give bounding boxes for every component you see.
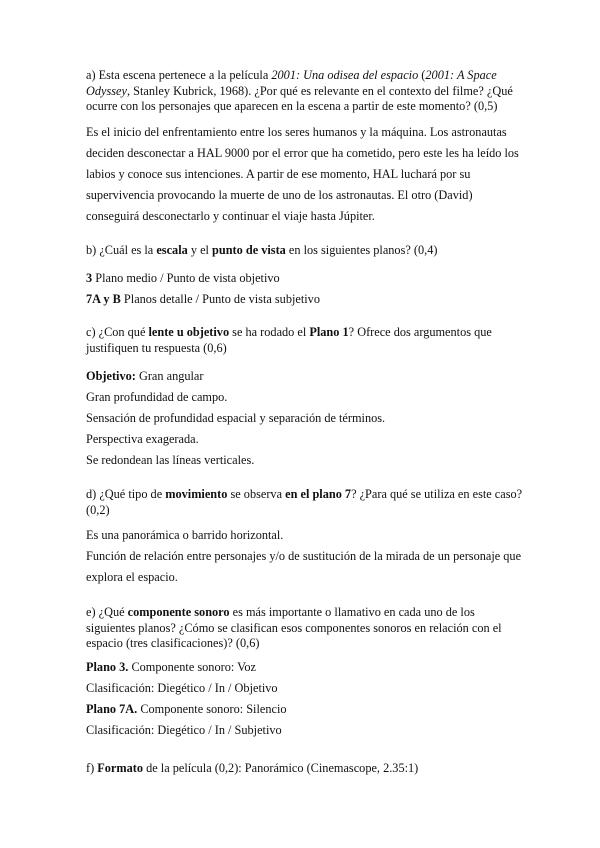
question-b [86,243,526,259]
answer-c-line: Gran profundidad de campo. [86,390,228,404]
question-b-keyword: punto de vista [212,243,286,257]
answer-b [86,268,526,310]
answer-c-line: Perspectiva exagerada. [86,432,199,446]
question-f-text: de la película (0,2): Panorámico (Cinemascope, 2.35:1) [143,761,419,775]
question-d [86,487,526,518]
question-c-keyword: lente u objetivo [148,325,230,339]
plane-label: Plano 7A. [86,702,138,716]
answer-d-line: Es una panorámica o barrido horizontal. [86,528,284,542]
question-e-keyword: componente sonoro [127,605,230,619]
question-c-keyword: Plano 1 [309,325,349,339]
answer-e [86,657,526,741]
answer-d [86,525,546,588]
question-d-keyword: movimiento [165,487,228,501]
question-f-text: f) [86,761,98,775]
lens-label: Objetivo: [86,369,136,383]
question-b-text: y el [187,243,213,257]
question-d-text: se observa [227,487,286,501]
answer-a-line: deciden desconectar a HAL 9000 por el error que ha cometido, pero este les ha leído los [86,146,519,160]
answer-b-line [86,289,526,310]
question-a-rest: , Stanley Kubrick, 1968). ¿Por qué es relevante en el contexto del filme? ¿Qué ocurre con los personajes que aparecen en la escena a partir de este momento? (0,5) [86,83,513,113]
question-c-text: se ha rodado el [229,325,310,339]
question-c-text: ? Ofrece dos argumentos que justifiquen tu respuesta (0,6) [86,325,492,355]
answer-c-line: Sensación de profundidad espacial y separación de términos. [86,411,386,425]
answer-e-line: Clasificación: Diegético / In / Subjetivo [86,723,282,737]
question-d-text: d) ¿Qué tipo de [86,487,166,501]
answer-d-line: explora el espacio. [86,570,178,584]
answer-a-line: conseguirá desconectarlo y continuar el viaje hasta Júpiter. [86,209,375,223]
answer-b-line [86,268,526,289]
answer-a [86,122,546,227]
answer-c [86,366,526,471]
question-b-text: en los siguientes planos? (0,4) [285,243,438,257]
answer-a-line: Es el inicio del enfrentamiento entre los seres humanos y la máquina. Los astronautas [86,125,507,139]
film-title-spanish: 2001: Una odisea del espacio [271,68,419,82]
answer-b-text: Planos detalle / Punto de vista subjetivo [120,292,320,306]
film-title-original: 2001: A Space Odyssey [86,68,497,98]
answer-c-line: Se redondean las líneas verticales. [86,453,255,467]
answer-c-line [86,366,526,387]
question-b-keyword: escala [156,243,188,257]
answer-a-line: labios y conoce sus intenciones. A partir de ese momento, HAL luchará por su [86,167,471,181]
question-a-paren: ( [418,68,426,82]
question-e [86,605,526,652]
question-e-text: es más importante o llamativo en cada uno de los siguientes planos? ¿Cómo se clasifican esos componentes sonoros en relación con el espacio (tres clasificaciones)? (0,6) [86,605,502,650]
question-a-prefix: a) Esta escena pertenece a la película [86,68,272,82]
plane-label: 3 [86,271,93,285]
answer-e-text: Componente sonoro: Voz [128,660,257,674]
question-c [86,325,526,356]
question-f-keyword: Formato [97,761,144,775]
answer-e-line: Clasificación: Diegético / In / Objetivo [86,681,278,695]
plane-label: Plano 3. [86,660,129,674]
answer-a-line: supervivencia provocando la muerte de uno de los astronautas. El otro (David) [86,188,473,202]
answer-e-line [86,657,526,678]
answer-b-text: Plano medio / Punto de vista objetivo [92,271,280,285]
question-d-keyword: en el plano 7 [285,487,352,501]
question-a [86,68,526,115]
answer-d-line: Función de relación entre personajes y/o de sustitución de la mirada de un personaje que [86,549,522,563]
answer-e-line [86,699,526,720]
question-d-text: ? ¿Para qué se utiliza en este caso? (0,2) [86,487,523,517]
question-c-text: c) ¿Con qué [86,325,149,339]
lens-value: Gran angular [135,369,204,383]
question-e-text: e) ¿Qué [86,605,128,619]
question-f [86,761,526,777]
answer-e-text: Componente sonoro: Silencio [137,702,287,716]
question-b-text: b) ¿Cuál es la [86,243,157,257]
plane-label: 7A y B [86,292,121,306]
